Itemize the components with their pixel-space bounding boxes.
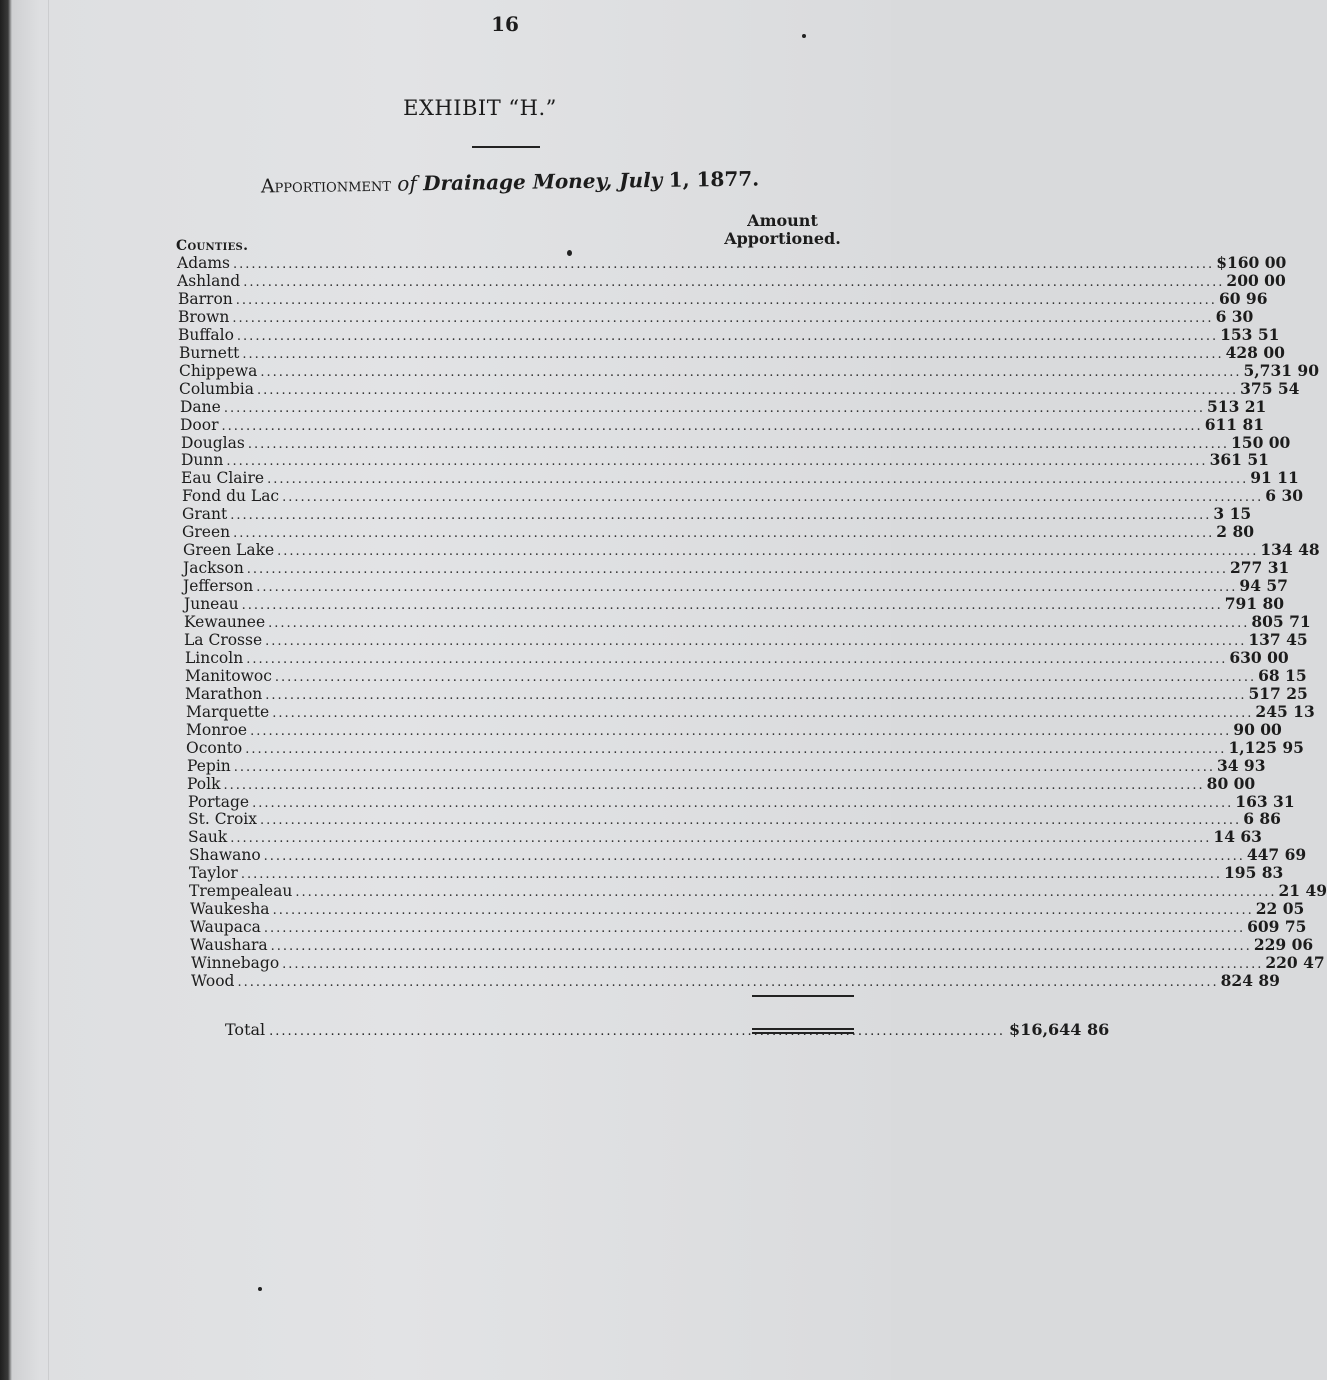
dot-leader: ................................................................................................................................................................: [243, 275, 1225, 290]
column-header-amount-line2: Apportioned.: [724, 229, 841, 248]
county-name: Green Lake: [183, 541, 275, 559]
county-name: Dunn: [181, 451, 224, 469]
table-row: [186, 720, 1282, 739]
county-amount: 2 80: [1216, 522, 1255, 541]
dot-leader: ................................................................................................................................................................: [236, 329, 1219, 344]
county-amount: 90 00: [1233, 720, 1282, 739]
county-name: Waushara: [190, 936, 268, 954]
table-row: [183, 576, 1288, 595]
table-row: [189, 863, 1284, 882]
document-subtitle: [210, 166, 810, 198]
dot-leader: ................................................................................................................................................................: [241, 598, 1223, 613]
county-amount: 6 30: [1265, 486, 1304, 505]
table-row: [179, 379, 1300, 398]
dot-leader: ................................................................................................................................................................: [272, 706, 1254, 721]
county-amount: 200 00: [1226, 271, 1286, 290]
county-name: Douglas: [181, 434, 245, 452]
table-row: [190, 899, 1305, 918]
county-amount: 630 00: [1229, 648, 1289, 667]
county-name: Polk: [187, 775, 221, 793]
county-amount: 21 49: [1278, 881, 1327, 900]
county-name: La Crosse: [184, 631, 263, 649]
county-name: Sauk: [188, 828, 228, 846]
column-header-counties: Counties.: [176, 238, 249, 254]
county-name: St. Croix: [188, 810, 258, 828]
county-name: Portage: [188, 793, 250, 811]
county-amount: 805 71: [1251, 612, 1311, 631]
dot-leader: ................................................................................................................................................................: [237, 975, 1219, 990]
table-row: [181, 433, 1291, 452]
county-amount: 517 25: [1248, 684, 1308, 703]
county-name: Brown: [178, 308, 230, 326]
table-row: [183, 540, 1320, 559]
county-name: Pepin: [187, 757, 231, 775]
dot-leader: ................................................................................................................................................................: [270, 939, 1252, 954]
table-row: [186, 738, 1304, 757]
table-row: [188, 792, 1295, 811]
dot-leader: ................................................................................................................................................................: [246, 652, 1228, 667]
table-row: [190, 935, 1314, 954]
dot-leader: ................................................................................................................................................................: [223, 401, 1205, 416]
table-row: [181, 468, 1299, 487]
dot-leader: ................................................................................................................................................................: [230, 831, 1212, 846]
county-amount: 609 75: [1247, 917, 1307, 936]
dot-leader: ................................................................................................................................................................: [223, 778, 1205, 793]
table-row: [191, 953, 1325, 972]
dot-leader: ................................................................................................................................................................: [245, 742, 1227, 757]
county-amount: 3 15: [1213, 504, 1252, 523]
county-amount: 60 96: [1218, 289, 1268, 308]
table-row: [178, 307, 1254, 326]
dot-leader: ................................................................................................................................................................: [265, 688, 1247, 703]
county-name: Jackson: [183, 559, 244, 577]
ink-speck: [567, 250, 572, 256]
table-row: [188, 809, 1281, 828]
dot-leader: ................................................................................................................................................................: [282, 957, 1264, 972]
county-name: Jefferson: [183, 577, 254, 595]
dot-leader: ................................................................................................................................................................: [260, 813, 1242, 828]
dot-leader: ................................................................................................................................................................: [242, 347, 1224, 362]
county-name: Kewaunee: [184, 613, 266, 631]
county-amount: 14 63: [1213, 827, 1262, 846]
table-row: [181, 450, 1269, 469]
county-name: Buffalo: [178, 326, 234, 344]
county-amount: 91 11: [1250, 468, 1299, 487]
total-rule-top: [752, 995, 854, 997]
county-name: Columbia: [179, 380, 254, 398]
title-rule: [472, 146, 540, 148]
county-name: Taylor: [189, 864, 238, 882]
county-name: Marathon: [185, 685, 263, 703]
exhibit-title: EXHIBIT “H.”: [403, 96, 557, 120]
county-name: Chippewa: [179, 362, 258, 380]
county-amount: 134 48: [1260, 540, 1320, 559]
county-amount: 361 51: [1209, 450, 1269, 469]
county-amount: 6 30: [1215, 307, 1254, 326]
dot-leader: ................................................................................................................................................................: [295, 885, 1277, 900]
dot-leader: ................................................................................................................................................................: [272, 903, 1254, 918]
dot-leader: ................................................................................................................................................................: [252, 796, 1234, 811]
column-header-amount: [720, 212, 845, 248]
county-name: Waupaca: [190, 918, 261, 936]
county-amount: 1,125 95: [1228, 738, 1304, 757]
table-row: [180, 415, 1265, 434]
county-name: Trempealeau: [189, 882, 293, 900]
dot-leader: ................................................................................................................................................................: [221, 419, 1203, 434]
county-amount: 229 06: [1253, 935, 1314, 954]
table-row: [182, 486, 1304, 505]
county-name: Burnett: [179, 344, 240, 362]
subtitle-italic: Drainage Money, July: [422, 167, 663, 196]
county-amount: 245 13: [1255, 702, 1315, 721]
table-row: [187, 774, 1256, 793]
county-amount: 220 47: [1265, 953, 1325, 972]
table-row: [190, 917, 1307, 936]
county-name: Marquette: [186, 703, 270, 721]
county-amount: 375 54: [1240, 379, 1300, 398]
county-name: Grant: [182, 505, 228, 523]
county-name: Waukesha: [190, 900, 270, 918]
county-name: Wood: [191, 972, 235, 990]
county-name: Lincoln: [185, 649, 244, 667]
county-amount: 68 15: [1258, 666, 1307, 685]
county-amount: 5,731 90: [1243, 361, 1320, 380]
total-double-rule: [752, 1028, 854, 1034]
table-row: [185, 648, 1289, 667]
table-row: [183, 558, 1290, 577]
county-name: Oconto: [186, 739, 243, 757]
table-row: [178, 289, 1268, 308]
county-name: Shawano: [189, 846, 261, 864]
county-name: Fond du Lac: [182, 487, 280, 505]
table-row: [185, 684, 1308, 703]
county-name: Monroe: [186, 721, 248, 739]
table-row: [179, 343, 1285, 362]
county-amount: 791 80: [1224, 594, 1285, 613]
dot-leader: ................................................................................................................................................................: [268, 616, 1250, 631]
page-number: 16: [491, 12, 519, 36]
table-row: [189, 881, 1327, 900]
ink-speck: [258, 1287, 262, 1291]
dot-leader: ................................................................................................................................................................: [250, 724, 1232, 739]
dot-leader: ................................................................................................................................................................: [263, 849, 1245, 864]
dot-leader: ................................................................................................................................................................: [233, 760, 1215, 775]
dot-leader: ................................................................................................................................................................: [256, 383, 1239, 398]
dot-leader: ................................................................................................................................................................: [246, 562, 1228, 577]
county-amount: 22 05: [1255, 899, 1305, 918]
dot-leader: ................................................................................................................................................................: [260, 365, 1242, 380]
dot-leader: ................................................................................................................................................................: [232, 311, 1214, 326]
county-amount: 824 89: [1220, 971, 1280, 990]
county-name: Dane: [180, 398, 221, 416]
county-amount: 94 57: [1239, 576, 1288, 595]
subtitle-lead: Apportionment: [260, 173, 392, 198]
dot-leader: ................................................................................................................................................................: [267, 472, 1249, 487]
county-amount: 150 00: [1231, 433, 1291, 452]
dot-leader: ................................................................................................................................................................: [256, 580, 1238, 595]
county-name: Adams: [177, 254, 231, 272]
county-amount: 277 31: [1229, 558, 1290, 577]
total-amount: $16,644 86: [1009, 1020, 1110, 1039]
county-name: Juneau: [184, 595, 239, 613]
subtitle-of: of: [397, 171, 417, 196]
table-row: [184, 630, 1308, 649]
county-amount: 513 21: [1207, 397, 1267, 416]
subtitle-date: 1, 1877.: [668, 166, 760, 192]
county-amount: 195 83: [1224, 863, 1284, 882]
county-name: Winnebago: [191, 954, 280, 972]
dot-leader: ................................................................................................................................................................: [240, 867, 1223, 882]
dot-leader: ................................................................................................................................................................: [235, 293, 1217, 308]
total-label: Total: [225, 1020, 266, 1039]
table-row: [188, 827, 1262, 846]
table-row: [182, 522, 1255, 541]
county-amount: $160 00: [1216, 253, 1287, 272]
dot-leader: ................................................................................................................................................................: [230, 508, 1212, 523]
county-amount: 137 45: [1248, 630, 1308, 649]
dot-leader: ................................................................................................................................................................: [233, 526, 1215, 541]
dot-leader: ................................................................................................................................................................: [277, 544, 1259, 559]
county-amount: 428 00: [1225, 343, 1285, 362]
dot-leader: ................................................................................................................................................................: [274, 670, 1257, 685]
county-name: Manitowoc: [185, 667, 272, 685]
table-row: [191, 971, 1280, 990]
dot-leader: ........................................................................................................................: [269, 1024, 1006, 1039]
table-row: [184, 594, 1285, 613]
county-amount: 34 93: [1216, 756, 1266, 775]
county-amount: 6 86: [1243, 809, 1281, 828]
county-name: Green: [182, 523, 231, 541]
county-amount: 447 69: [1246, 845, 1307, 864]
dot-leader: ................................................................................................................................................................: [233, 257, 1215, 272]
ink-speck: [802, 34, 806, 38]
dot-leader: ................................................................................................................................................................: [247, 437, 1229, 452]
county-amount: 153 51: [1220, 325, 1280, 344]
dot-leader: ................................................................................................................................................................: [282, 490, 1264, 505]
county-name: Door: [180, 416, 219, 434]
county-name: Ashland: [177, 272, 241, 290]
table-row: [179, 361, 1320, 380]
table-row: [178, 325, 1280, 344]
table-row: [180, 397, 1267, 416]
dot-leader: ................................................................................................................................................................: [265, 634, 1247, 649]
dot-leader: ................................................................................................................................................................: [263, 921, 1246, 936]
table-row: [189, 845, 1307, 864]
dot-leader: ................................................................................................................................................................: [226, 454, 1208, 469]
table-row: [177, 253, 1287, 272]
table-row: [182, 504, 1252, 523]
county-amount: 611 81: [1204, 415, 1265, 434]
table-row: [187, 756, 1266, 775]
county-name: Barron: [178, 290, 233, 308]
county-amount: 80 00: [1206, 774, 1256, 793]
column-header-amount-line1: Amount: [747, 211, 818, 230]
table-row: [184, 612, 1311, 631]
table-row: [185, 666, 1307, 685]
table-row: [177, 271, 1286, 290]
county-name: Eau Claire: [181, 469, 265, 487]
county-amount: 163 31: [1235, 792, 1295, 811]
table-row: [186, 702, 1315, 721]
